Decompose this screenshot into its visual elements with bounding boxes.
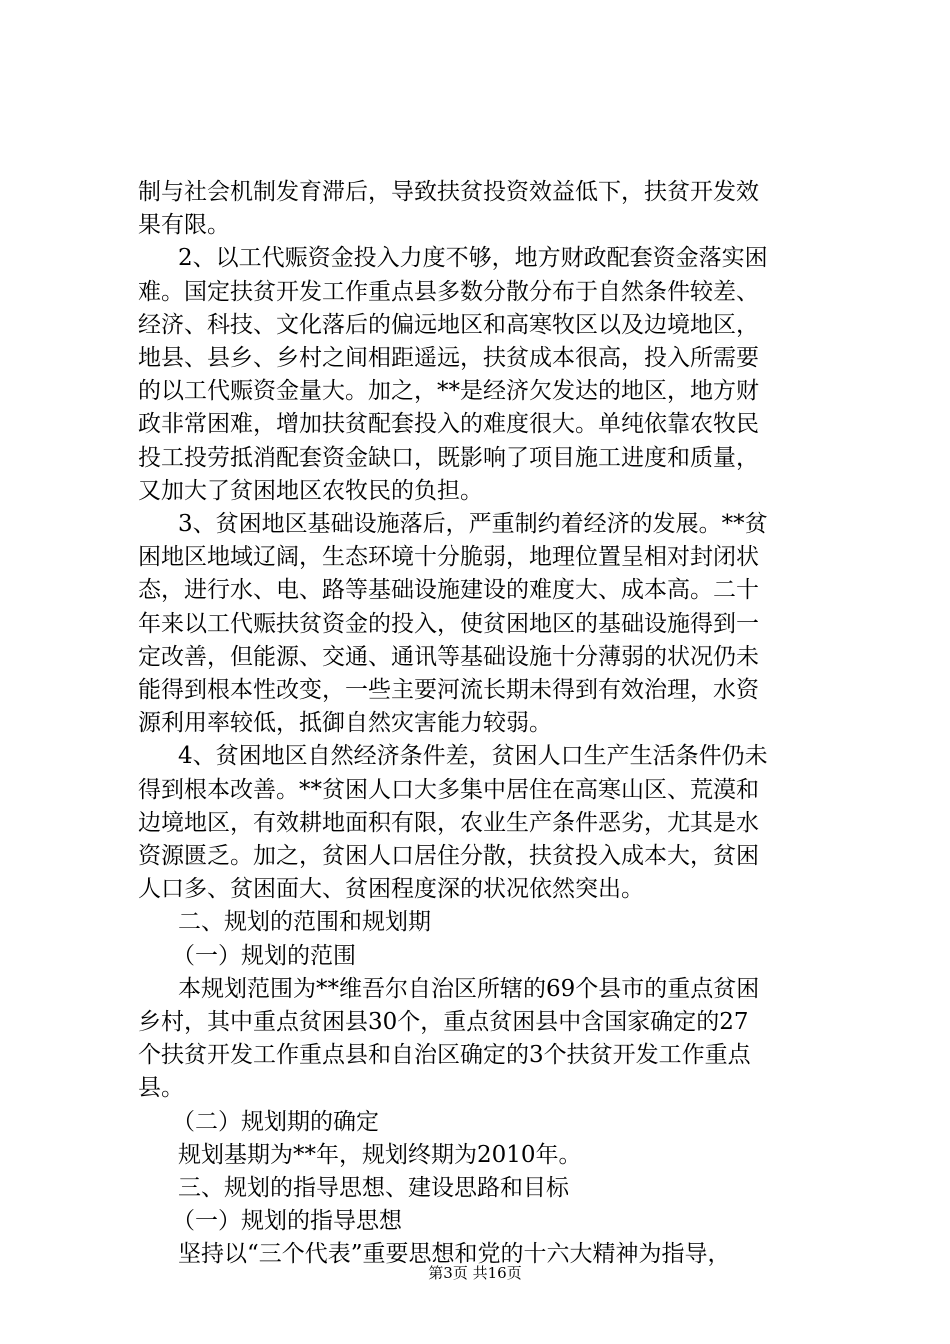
- subsection-heading: （一）规划的范围: [172, 943, 356, 969]
- text-line: 年来以工代赈扶贫资金的投入，使贫困地区的基础设施得到一: [138, 611, 759, 637]
- text-line: 经济、科技、文化落后的偏远地区和高寒牧区以及边境地区，: [138, 312, 759, 338]
- text-line: 态，进行水、电、路等基础设施建设的难度大、成本高。二十: [138, 577, 759, 603]
- text-line: 本规划范围为**维吾尔自治区所辖的69个县市的重点贫困: [178, 976, 760, 1002]
- text-line: 能得到根本性改变，一些主要河流长期未得到有效治理，水资: [138, 677, 759, 703]
- page-footer: 第3页 共16页: [428, 1264, 522, 1282]
- text-line: 制与社会机制发育滞后，导致扶贫投资效益低下，扶贫开发效: [138, 179, 759, 205]
- text-line: 人口多、贫困面大、贫困程度深的状况依然突出。: [138, 876, 644, 902]
- text-line: 地县、县乡、乡村之间相距遥远，扶贫成本很高，投入所需要: [138, 345, 759, 371]
- text-line: 2、以工代赈资金投入力度不够，地方财政配套资金落实困: [178, 245, 768, 271]
- text-line: 得到根本改善。**贫困人口大多集中居住在高寒山区、荒漠和: [138, 777, 759, 803]
- text-line: 源利用率较低，抵御自然灾害能力较弱。: [138, 710, 552, 736]
- text-line: 边境地区，有效耕地面积有限，农业生产条件恶劣，尤其是水: [138, 810, 759, 836]
- text-line: 3、贫困地区基础设施落后，严重制约着经济的发展。**贫: [178, 511, 768, 537]
- section-heading: 二、规划的范围和规划期: [178, 909, 431, 935]
- text-line: 的以工代赈资金量大。加之，**是经济欠发达的地区，地方财: [138, 378, 759, 404]
- subsection-heading: （二）规划期的确定: [172, 1109, 379, 1135]
- text-line: 坚持以“三个代表”重要思想和党的十六大精神为指导，: [178, 1241, 731, 1267]
- text-line: 资源匮乏。加之，贫困人口居住分散，扶贫投入成本大，贫困: [138, 843, 759, 869]
- text-line: 又加大了贫困地区农牧民的负担。: [138, 478, 483, 504]
- text-line: 政非常困难，增加扶贫配套投入的难度很大。单纯依靠农牧民: [138, 411, 759, 437]
- text-line: 乡村，其中重点贫困县30个，重点贫困县中含国家确定的27: [138, 1009, 749, 1035]
- section-heading: 三、规划的指导思想、建设思路和目标: [178, 1175, 569, 1201]
- subsection-heading: （一）规划的指导思想: [172, 1208, 402, 1234]
- text-line: 果有限。: [138, 212, 230, 238]
- text-line: 投工投劳抵消配套资金缺口，既影响了项目施工进度和质量，: [138, 445, 759, 471]
- text-line: 定改善，但能源、交通、通讯等基础设施十分薄弱的状况仍未: [138, 644, 759, 670]
- text-line: 规划基期为**年，规划终期为2010年。: [178, 1142, 582, 1168]
- text-line: 县。: [138, 1075, 184, 1101]
- text-line: 个扶贫开发工作重点县和自治区确定的3个扶贫开发工作重点: [138, 1042, 751, 1068]
- text-line: 难。国定扶贫开发工作重点县多数分散分布于自然条件较差、: [138, 279, 759, 305]
- text-line: 困地区地域辽阔，生态环境十分脆弱，地理位置呈相对封闭状: [138, 544, 759, 570]
- text-line: 4、贫困地区自然经济条件差，贫困人口生产生活条件仍未: [178, 743, 768, 769]
